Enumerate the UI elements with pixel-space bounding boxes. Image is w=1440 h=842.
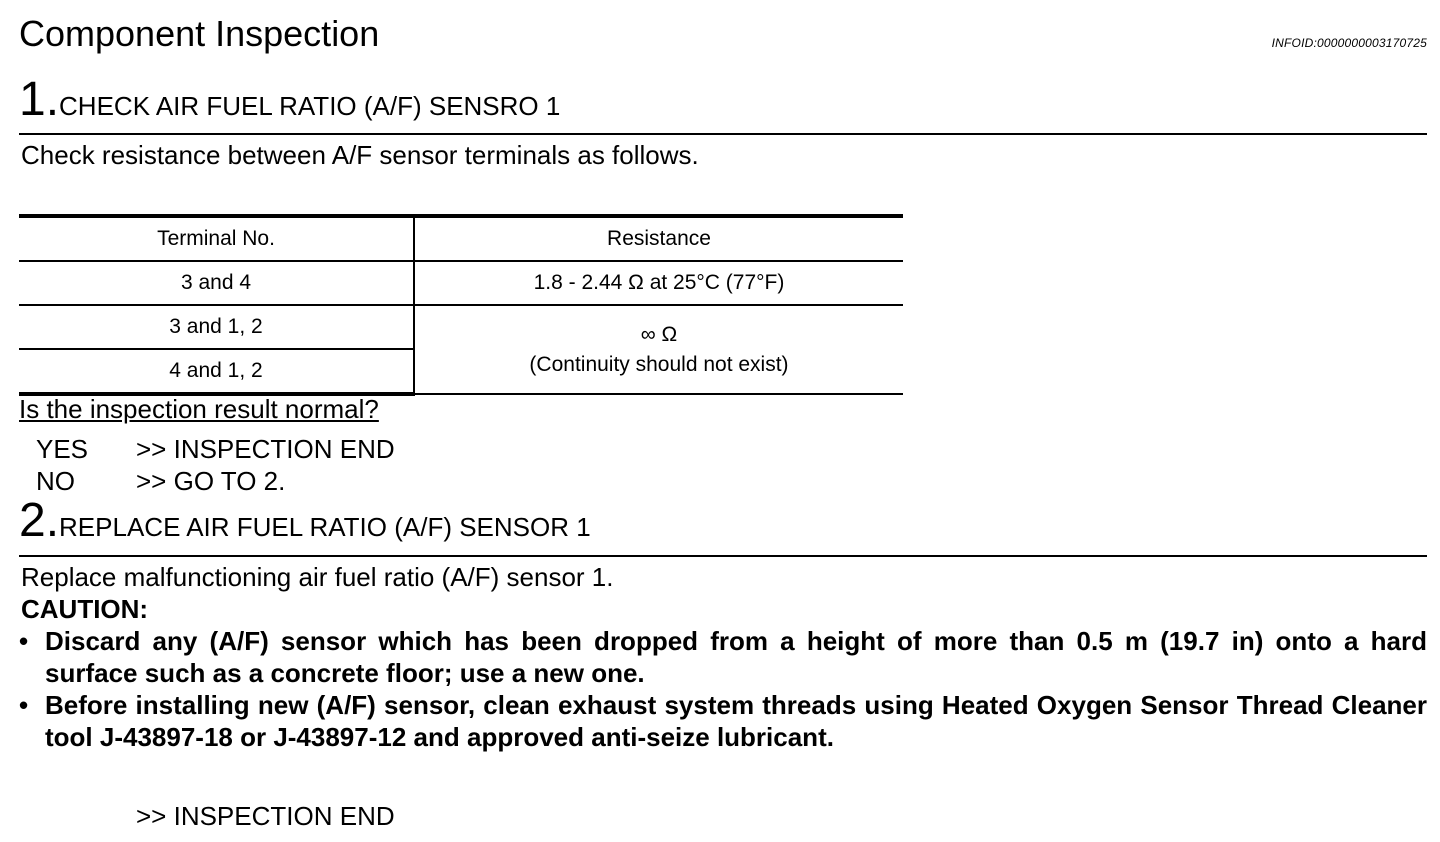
terminal-cell: 3 and 1, 2 bbox=[19, 305, 414, 349]
final-result: >> INSPECTION END bbox=[136, 801, 395, 831]
answer-no bbox=[36, 465, 285, 497]
step-2-instruction: Replace malfunctioning air fuel ratio (A/F) sensor 1. bbox=[21, 562, 614, 592]
table-row bbox=[19, 261, 903, 305]
header-terminal-no: Terminal No. bbox=[19, 216, 414, 261]
caution-item bbox=[19, 689, 1427, 753]
inspection-question: Is the inspection result normal? bbox=[19, 394, 379, 424]
resistance-infinite: ∞ Ω bbox=[640, 322, 678, 346]
answer-value: >> INSPECTION END bbox=[136, 434, 395, 464]
step-1-number: 1. bbox=[19, 73, 60, 126]
table-row bbox=[19, 305, 903, 349]
table-header-row bbox=[19, 216, 903, 261]
info-id: INFOID:0000000003170725 bbox=[1271, 36, 1427, 50]
terminal-cell: 4 and 1, 2 bbox=[19, 349, 414, 394]
caution-text: Before installing new (A/F) sensor, clean exhaust system threads using Heated Oxygen Sensor Thread Cleaner tool J-43897-18 or J-43897-12 and approved anti-seize lubricant. bbox=[45, 690, 1427, 752]
step-1-heading bbox=[19, 73, 561, 133]
step-1-title: CHECK AIR FUEL RATIO (A/F) SENSRO 1 bbox=[59, 91, 561, 121]
step-1-instruction: Check resistance between A/F sensor terminals as follows. bbox=[21, 140, 699, 170]
answer-value: >> GO TO 2. bbox=[136, 466, 286, 496]
answer-key: YES bbox=[36, 434, 89, 464]
caution-item bbox=[19, 625, 1427, 689]
step-2-title: REPLACE AIR FUEL RATIO (A/F) SENSOR 1 bbox=[59, 512, 591, 542]
resistance-cell-merged bbox=[414, 305, 903, 394]
step-2-heading bbox=[19, 494, 591, 554]
page-title: Component Inspection bbox=[19, 13, 380, 54]
bullet: • bbox=[19, 626, 29, 656]
step-2-divider bbox=[19, 555, 1427, 557]
resistance-cell: 1.8 - 2.44 Ω at 25°C (77°F) bbox=[414, 261, 903, 305]
caution-text: Discard any (A/F) sensor which has been dropped from a height of more than 0.5 m (19.7 in) onto a hard surface such as a concrete floor; use a new one. bbox=[45, 626, 1427, 688]
caution-label: CAUTION: bbox=[21, 594, 149, 624]
terminal-cell: 3 and 4 bbox=[19, 261, 414, 305]
answer-yes bbox=[36, 433, 395, 465]
step-1-divider bbox=[19, 133, 1427, 135]
bullet: • bbox=[19, 690, 29, 720]
resistance-note: (Continuity should not exist) bbox=[529, 352, 789, 376]
step-2-number: 2. bbox=[19, 494, 60, 547]
resistance-table bbox=[19, 214, 903, 396]
caution-list bbox=[19, 625, 1427, 753]
answer-key: NO bbox=[36, 466, 75, 496]
header-resistance: Resistance bbox=[414, 216, 903, 261]
